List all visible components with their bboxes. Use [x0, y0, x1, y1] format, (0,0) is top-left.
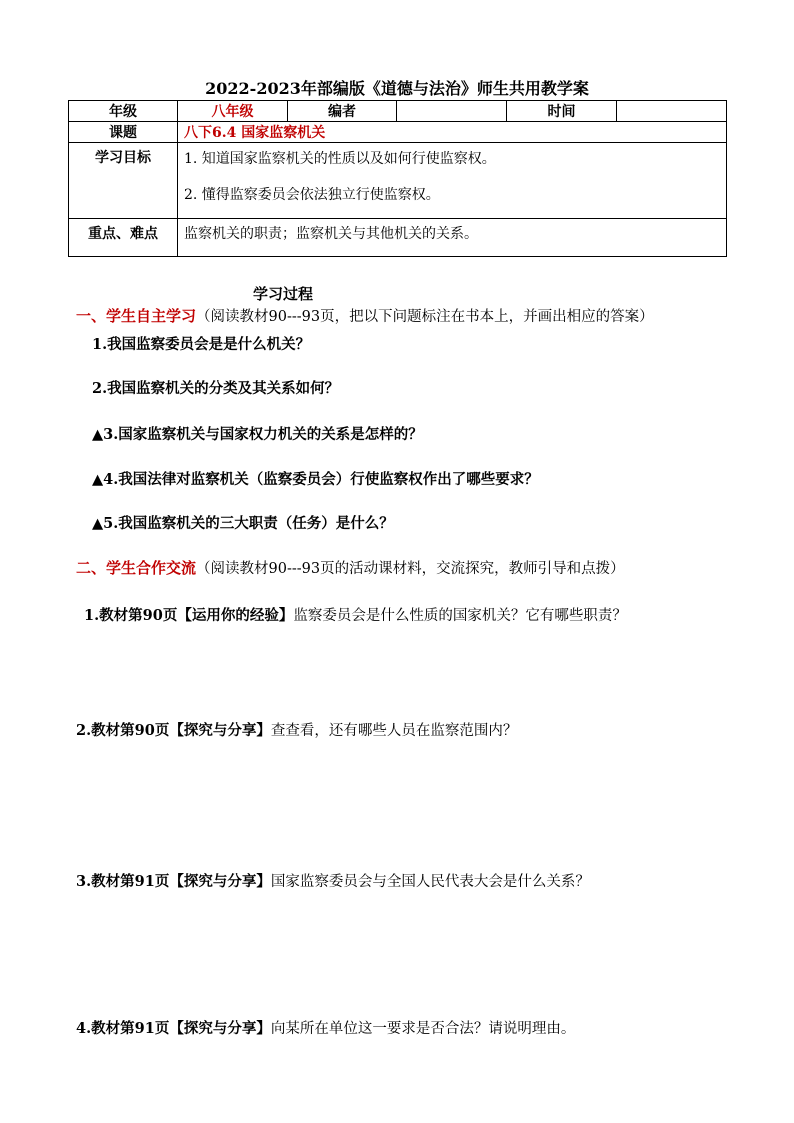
goals-label: 学习目标 — [69, 143, 178, 219]
info-row-goals — [69, 143, 727, 219]
section2-heading: 二、学生合作交流 — [76, 559, 197, 577]
editor-value — [397, 101, 507, 122]
discussion-item — [84, 604, 627, 625]
discussion-item — [76, 719, 517, 740]
topic-value: 八下6.4 国家监察机关 — [178, 122, 727, 143]
discussion-item-text: 向某所在单位这一要求是否合法？请说明理由。 — [270, 1021, 576, 1037]
discussion-item-text: 监察委员会是什么性质的国家机关？它有哪些职责？ — [293, 608, 627, 624]
section2-heading-line — [76, 557, 625, 578]
self-study-question: ▲5.我国监察机关的三大职责（任务）是什么？ — [92, 515, 394, 532]
self-study-question: ▲3.国家监察机关与国家权力机关的关系是怎样的？ — [92, 426, 423, 443]
self-study-question: 1.我国监察委员会是是什么机关？ — [92, 336, 311, 353]
discussion-item — [76, 870, 590, 891]
info-row-key — [69, 219, 727, 257]
discussion-item — [76, 1017, 575, 1038]
discussion-item-source: 1.教材第90页【运用你的经验】 — [84, 607, 294, 624]
discussion-item-text: 查查看，还有哪些人员在监察范围内？ — [270, 723, 518, 739]
editor-label: 编者 — [288, 101, 397, 122]
section2-note: （阅读教材90---93页的活动课材料，交流探究，教师引导和点拨） — [196, 561, 625, 577]
key-value: 监察机关的职责；监察机关与其他机关的关系。 — [178, 219, 727, 257]
discussion-item-source: 3.教材第91页【探究与分享】 — [76, 873, 271, 890]
info-row-topic — [69, 122, 727, 143]
discussion-item-source: 4.教材第91页【探究与分享】 — [76, 1020, 271, 1037]
goal-item: 2. 懂得监察委员会依法独立行使监察权。 — [184, 187, 440, 203]
topic-label: 课题 — [69, 122, 178, 143]
section1-note: （阅读教材90---93页，把以下问题标注在书本上，并画出相应的答案） — [196, 309, 654, 325]
goals-cell — [178, 143, 727, 219]
info-table — [68, 100, 727, 257]
page-title: 2022-2023年部编版《道德与法治》师生共用教学案 — [205, 79, 589, 98]
self-study-question: ▲4.我国法律对监察机关（监察委员会）行使监察权作出了哪些要求？ — [92, 471, 539, 488]
process-title: 学习过程 — [253, 285, 314, 303]
grade-label: 年级 — [69, 101, 178, 122]
goal-item: 1. 知道国家监察机关的性质以及如何行使监察权。 — [184, 151, 496, 167]
self-study-question: 2.我国监察机关的分类及其关系如何？ — [92, 380, 340, 397]
grade-value: 八年级 — [178, 101, 288, 122]
section1-heading-line — [76, 305, 654, 326]
key-label: 重点、难点 — [69, 219, 178, 257]
info-row-grade — [69, 101, 727, 122]
discussion-item-text: 国家监察委员会与全国人民代表大会是什么关系？ — [270, 874, 590, 890]
time-value — [617, 101, 727, 122]
time-label: 时间 — [507, 101, 617, 122]
discussion-item-source: 2.教材第90页【探究与分享】 — [76, 722, 271, 739]
section1-heading: 一、学生自主学习 — [76, 307, 197, 325]
